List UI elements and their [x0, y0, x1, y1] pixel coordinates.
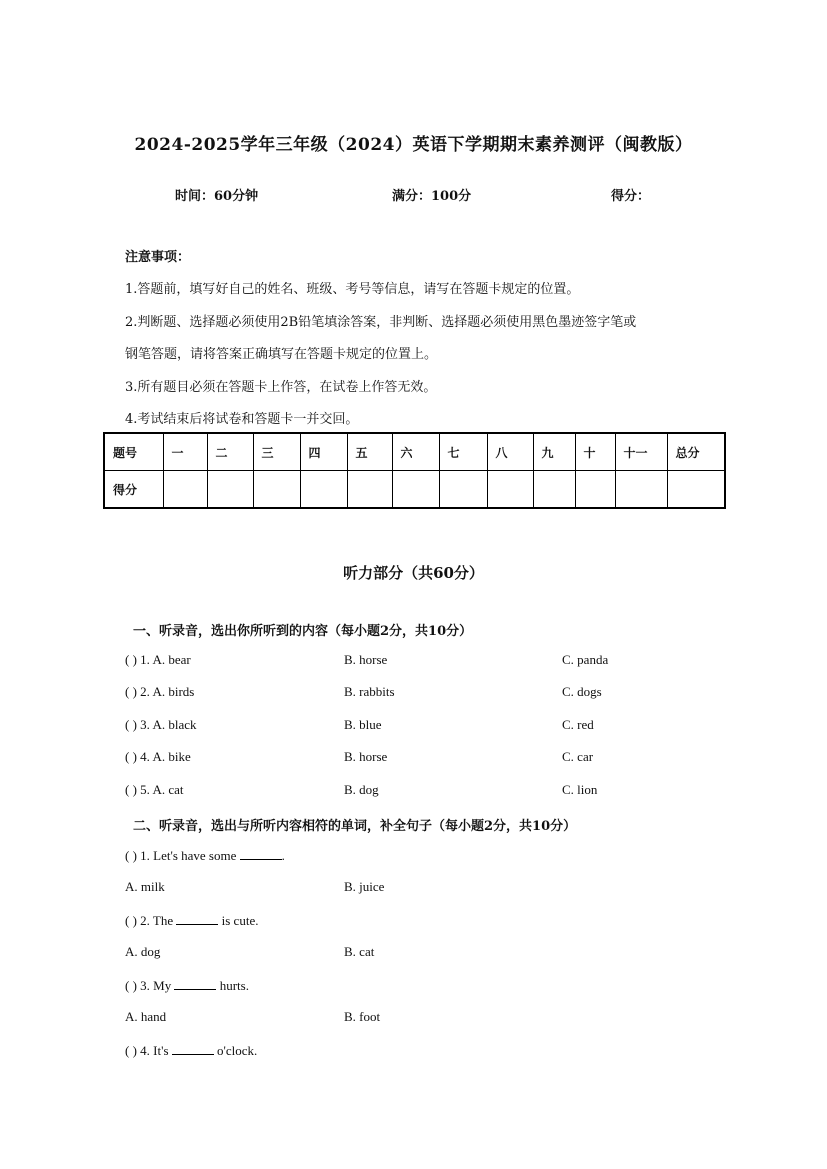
stem-suffix: o'clock. [213, 1043, 258, 1058]
note-item: 1.答题前，填写好自己的姓名、班级、考号等信息，请写在答题卡规定的位置。 [125, 282, 580, 297]
question-stem [125, 847, 285, 864]
question-stem: ( ) 4. A. bike [125, 749, 191, 764]
score-table-header-cell: 九 [533, 433, 575, 471]
part1-heading: 一、听录音，选出你所听到的内容（每小题2分，共10分） [133, 624, 473, 639]
score-table-header-cell: 八 [487, 433, 533, 471]
score-table-header-cell: 六 [392, 433, 439, 471]
score-table-header-cell: 十 [575, 433, 615, 471]
score-cell[interactable] [667, 471, 725, 509]
score-cell[interactable] [253, 471, 300, 509]
question-stem: ( ) 2. A. birds [125, 684, 195, 699]
answer-blank [172, 1042, 214, 1055]
question-stem [125, 912, 258, 929]
full-score: 满分：100分 [392, 189, 472, 204]
question-stem: ( ) 1. A. bear [125, 652, 191, 667]
option-b: B. foot [344, 1009, 381, 1024]
option-c: C. lion [562, 782, 598, 797]
stem-prefix: ( ) 2. The [125, 913, 177, 928]
score-cell[interactable] [347, 471, 392, 509]
option-c: C. red [562, 717, 594, 732]
score-table-header-cell: 三 [253, 433, 300, 471]
option-a: A. hand [125, 1009, 167, 1024]
score-cell[interactable] [439, 471, 487, 509]
stem-suffix: is cute. [218, 913, 259, 928]
page-title: 2024-2025学年三年级（2024）英语下学期期末素养测评（闽教版） [134, 135, 693, 155]
option-b: B. blue [344, 717, 382, 732]
option-a: A. dog [125, 944, 161, 959]
note-item: 2.判断题、选择题必须使用2B铅笔填涂答案，非判断、选择题必须使用黑色墨迹签字笔或 [125, 315, 637, 330]
score-cell[interactable] [207, 471, 253, 509]
option-b: B. dog [344, 782, 379, 797]
option-b: B. juice [344, 879, 385, 894]
note-item: 3.所有题目必须在答题卡上作答，在试卷上作答无效。 [125, 380, 437, 395]
question-stem [125, 977, 249, 994]
stem-prefix: ( ) 4. It's [125, 1043, 172, 1058]
option-b: B. cat [344, 944, 375, 959]
stem-prefix: ( ) 1. Let's have some [125, 848, 240, 863]
question-stem: ( ) 5. A. cat [125, 782, 184, 797]
answer-blank [176, 912, 218, 925]
option-b: B. horse [344, 749, 388, 764]
score-table-header-cell: 二 [207, 433, 253, 471]
score-table-header-cell: 七 [439, 433, 487, 471]
option-b: B. rabbits [344, 684, 395, 699]
score-row-label: 得分 [104, 471, 163, 509]
section-title: 听力部分（共60分） [343, 564, 484, 582]
option-a: A. milk [125, 879, 165, 894]
notes-heading: 注意事项： [125, 250, 191, 265]
note-item: 钢笔答题，请将答案正确填写在答题卡规定的位置上。 [125, 347, 438, 362]
score-table-header-cell: 一 [163, 433, 207, 471]
note-item: 4.考试结束后将试卷和答题卡一并交回。 [125, 412, 359, 427]
option-c: C. dogs [562, 684, 602, 699]
option-c: C. car [562, 749, 594, 764]
score-label: 得分： [611, 189, 651, 204]
score-cell[interactable] [487, 471, 533, 509]
stem-prefix: ( ) 3. My [125, 978, 175, 993]
answer-blank [174, 977, 216, 990]
exam-time: 时间：60分钟 [175, 189, 259, 204]
score-table-header-cell: 题号 [104, 433, 163, 471]
option-b: B. horse [344, 652, 388, 667]
score-cell[interactable] [615, 471, 667, 509]
score-table-header-cell: 十一 [615, 433, 667, 471]
score-cell[interactable] [163, 471, 207, 509]
score-table-score-row [104, 471, 725, 509]
score-table-header-cell: 五 [347, 433, 392, 471]
score-table [103, 432, 726, 509]
question-stem [125, 1042, 257, 1059]
score-cell[interactable] [575, 471, 615, 509]
score-table-header-row [104, 433, 725, 471]
stem-suffix: hurts. [216, 978, 249, 993]
score-table-header-cell: 四 [300, 433, 347, 471]
score-cell[interactable] [300, 471, 347, 509]
option-c: C. panda [562, 652, 609, 667]
stem-suffix: . [281, 848, 285, 863]
score-cell[interactable] [392, 471, 439, 509]
score-cell[interactable] [533, 471, 575, 509]
question-stem: ( ) 3. A. black [125, 717, 197, 732]
part2-heading: 二、听录音，选出与所听内容相符的单词，补全句子（每小题2分，共10分） [133, 819, 577, 834]
score-table-header-cell: 总分 [667, 433, 725, 471]
answer-blank [240, 847, 282, 860]
